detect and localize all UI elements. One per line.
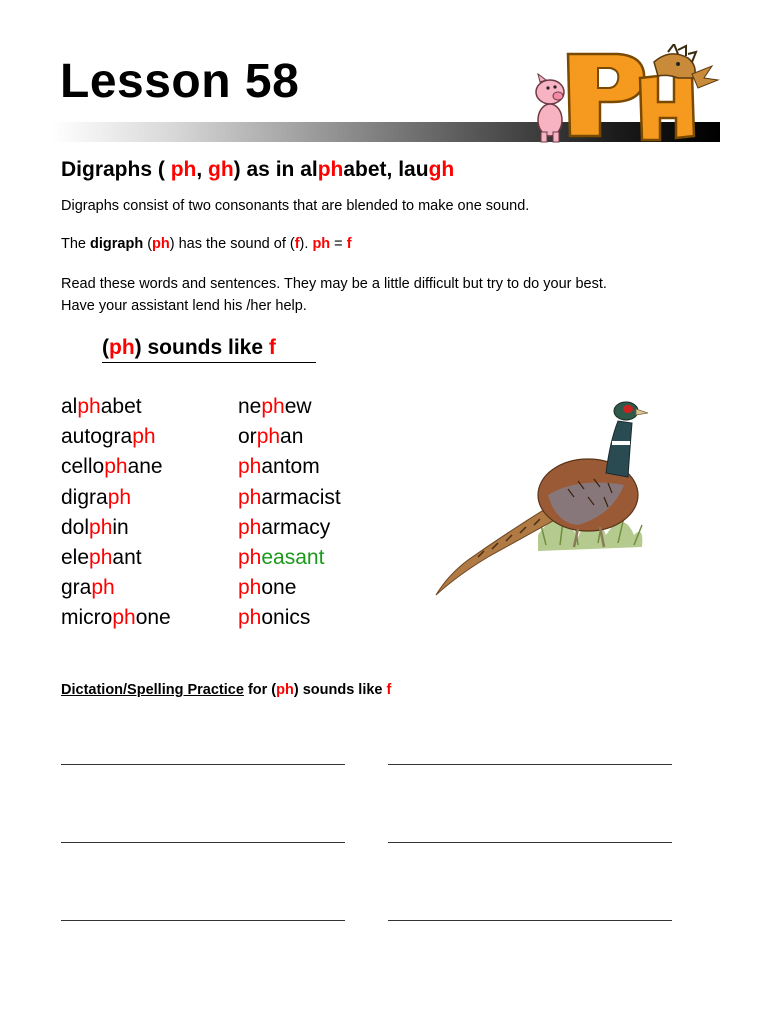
word-item: nephew — [238, 395, 312, 418]
word-item: pharmacy — [238, 515, 331, 539]
writing-blank[interactable] — [61, 920, 345, 921]
pig-and-horse-logo-icon — [528, 44, 720, 144]
subtitle: Digraphs ( ph, gh) as in alphabet, laugh — [61, 158, 455, 181]
digraph-rule-paragraph: The digraph (ph) has the sound of (f). ph = f — [61, 236, 352, 252]
word-item: pheasant — [238, 546, 325, 570]
writing-blank[interactable] — [61, 764, 345, 765]
word-item: elephant — [61, 546, 142, 570]
instructions-line-2: Have your assistant lend his /her help. — [61, 298, 307, 314]
intro-paragraph: Digraphs consist of two consonants that are blended to make one sound. — [61, 198, 530, 214]
pheasant-illustration-icon — [428, 385, 660, 600]
word-list-left — [61, 392, 171, 634]
word-item: phone — [238, 576, 297, 600]
writing-blank[interactable] — [388, 764, 672, 765]
section-heading: (ph) sounds like f — [102, 336, 316, 363]
word-item: microphone — [61, 606, 171, 630]
word-list-right — [238, 392, 341, 634]
word-item: orphan — [238, 425, 304, 449]
practice-heading: Dictation/Spelling Practice for (ph) sounds like f — [61, 682, 392, 698]
instructions-line-1: Read these words and sentences. They may be a little difficult but try to do your best. — [61, 276, 607, 292]
word-item: pharmacist — [238, 485, 341, 509]
writing-blank[interactable] — [388, 920, 672, 921]
word-item: graph — [61, 576, 115, 600]
word-item: digraph — [61, 485, 132, 509]
word-item: alphabet — [61, 395, 142, 418]
word-item: dolphin — [61, 515, 129, 539]
lesson-title: Lesson 58 — [60, 55, 300, 108]
writing-blank[interactable] — [61, 842, 345, 843]
word-item: autograph — [61, 425, 156, 449]
writing-blank[interactable] — [388, 842, 672, 843]
word-item: phantom — [238, 455, 320, 479]
word-item: cellophane — [61, 455, 163, 479]
word-item: phonics — [238, 606, 311, 630]
